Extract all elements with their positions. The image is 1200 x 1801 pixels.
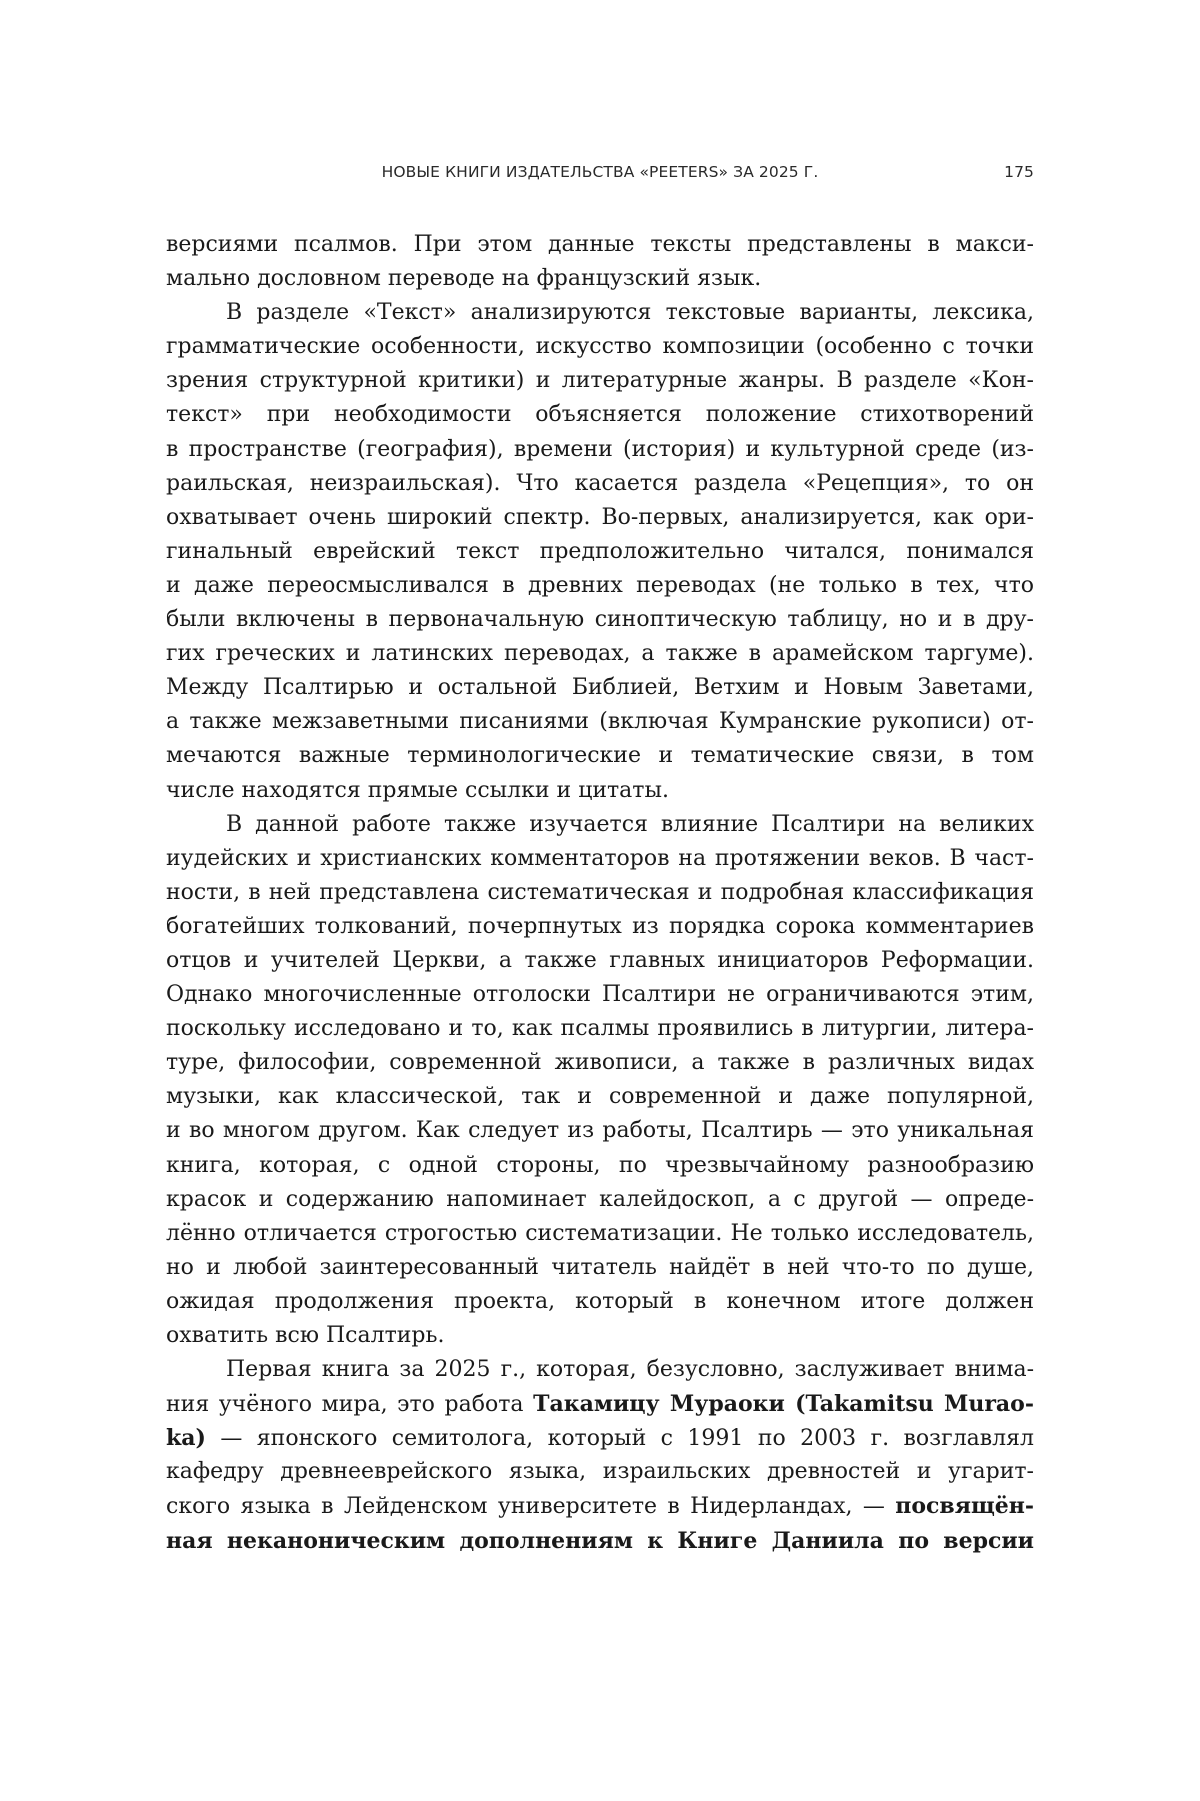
main-text [166,228,1034,1558]
text-line: туре, философии, современной живописи, а также в различных видах [166,1050,1034,1076]
text-line [166,1489,1034,1523]
text-line: красок и содержанию напоминает калейдоскоп, а с другой — опреде- [166,1186,1034,1212]
text-run: — японского семитолога, который с 1991 по 2003 г. возглавлял [205,1426,1034,1452]
text-line: кафедру древнееврейского языка, израильских древностей и угарит- [166,1459,1034,1485]
text-line: Первая книга за 2025 г., которая, безусловно, заслуживает внима- [226,1357,1034,1383]
paragraph [166,808,1034,1354]
text-line: гинальный еврейский текст предположительно читался, понимался [166,538,1034,564]
text-line: охватить всю Псалтирь. [166,1323,445,1348]
text-line: поскольку исследовано и то, как псалмы проявились в литургии, литера- [166,1016,1034,1042]
paragraph [166,1353,1034,1558]
text-line: и даже переосмысливался в древних переводах (не только в тех, что [166,572,1034,598]
book-title-bold: посвящён- [895,1493,1034,1520]
text-line: мально дословном переводе на французский язык. [166,266,762,292]
book-title-bold-line: ная неканоническим дополнениям к Книге Даниила по версии [166,1527,1034,1554]
text-line: гих греческих и латинских переводах, а также в арамейском таргуме). [166,641,1034,667]
running-title: НОВЫЕ КНИГИ ИЗДАТЕЛЬСТВА «PEETERS» ЗА 2025 Г. [381,163,819,181]
text-line: зрения структурной критики) и литературные жанры. В разделе «Кон- [166,368,1034,394]
text-line: версиями псалмов. При этом данные тексты представлены в макси- [166,232,1034,257]
page-number: 175 [1004,163,1034,181]
text-line [166,1421,1034,1455]
text-line: Между Псалтирью и остальной Библией, Ветхим и Новым Заветами, [166,675,1034,701]
text-line: ности, в ней представлена систематическая и подробная классификация [166,879,1034,905]
text-line: В данной работе также изучается влияние Псалтири на великих [226,811,1034,837]
text-line [166,1387,1034,1421]
text-line: отцов и учителей Церкви, а также главных инициаторов Реформации. [166,947,1034,973]
text-line: и во многом другом. Как следует из работы, Псалтирь — это уникальная [166,1118,1034,1144]
text-line: а также межзаветными писаниями (включая Кумранские рукописи) от- [166,709,1034,735]
running-head [166,163,1034,185]
text-line: раильская, неизраильская). Что касается раздела «Рецепция», то он [166,470,1034,496]
text-line: были включены в первоначальную синоптическую таблицу, но и в дру- [166,607,1034,633]
text-line: грамматические особенности, искусство композиции (особенно с точки [166,334,1034,360]
text-run: ского языка в Лейденском университете в Нидерландах, — [166,1494,896,1520]
author-name-bold: Такамицу Мураоки (Takamitsu Murao- [533,1391,1034,1418]
text-line: лённо отличается строгостью систематизации. Не только исследователь, [166,1220,1034,1246]
text-line: текст» при необходимости объясняется положение стихотворений [166,402,1034,428]
text-line: книга, которая, с одной стороны, по чрезвычайному разнообразию [166,1152,1034,1178]
paragraph [166,228,1034,296]
paragraph [166,296,1034,807]
text-line: В разделе «Текст» анализируются текстовые варианты, лексика, [226,300,1034,326]
text-line: ожидая продолжения проекта, который в конечном итоге должен [166,1288,1034,1314]
text-line: в пространстве (география), времени (история) и культурной среде (из- [166,436,1034,462]
text-line: но и любой заинтересованный читатель найдёт в ней что-то по душе, [166,1254,1034,1280]
text-line: числе находятся прямые ссылки и цитаты. [166,777,669,803]
text-run: ния учёного мира, это работа [166,1392,534,1418]
text-line: иудейских и христианских комментаторов на протяжении веков. В част- [166,845,1034,871]
text-line: охватывает очень широкий спектр. Во-первых, анализируется, как ори- [166,504,1034,530]
text-line: богатейших толкований, почерпнутых из порядка сорока комментариев [166,913,1034,939]
author-name-bold: ka) [166,1425,206,1452]
text-line: мечаются важные терминологические и тематические связи, в том [166,743,1034,769]
text-line: Однако многочисленные отголоски Псалтири не ограничиваются этим, [166,982,1034,1008]
text-line: музыки, как классической, так и современной и даже популярной, [166,1084,1034,1110]
